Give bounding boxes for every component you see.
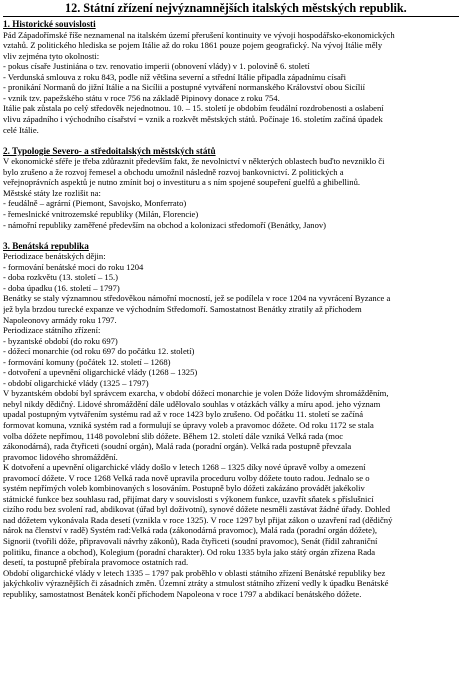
text-line: vlivu západního i východního císařství = vznik a rozkvět městských států. Počínaje 16. stoletím začíná úpadek (3, 113, 383, 124)
text-line: - dotvoření a upevnění oligarchické vlády (1268 – 1325) (3, 367, 198, 378)
text-line: cizího rodu bez svolení rad, abdikovat (úřad byl doživotní), synové dóžete nesměli zastávat žádné úřady. Dohled (3, 504, 390, 515)
text-line: republiky, samostatnost Benátek končí příchodem Napoleona v roce 1797 a abdikací benátského dóžete. (3, 588, 362, 599)
text-line: vliv zejména tyto okolnosti: (3, 50, 100, 61)
text-line: Městské státy lze rozlišit na: (3, 187, 101, 198)
text-line: - Verdunská smlouva z roku 843, podle níž většina severní a střední Itálie připadla západnímu císaři (3, 71, 347, 82)
text-line: celé Itálie. (3, 124, 39, 135)
text-line: desetí, ta postupně přebírala pravomoce ostatních rad. (3, 557, 189, 568)
text-line: formovat komuna, vzniká systém rad a formulují se úpravy voleb a pravomoc dóžete. Od roku 1172 se stala (3, 420, 374, 431)
text-line: Itálie pak zůstala po celý středověk nejednotnou. 10. – 15. století je obdobím feudální rozdrobenosti a oslabení (3, 103, 384, 114)
text-line: - formování benátské moci do roku 1204 (3, 261, 144, 272)
text-line: politiku, finance a obchod), Kolegium (poradní charakter). Od roku 1335 byla jako státý orgán zřízena Rada (3, 546, 376, 557)
text-line: nebyl nikdy dědičný. Lidové shromáždění dále udělovalo souhlas v otázkách války a míru apod. jeho význam (3, 398, 381, 409)
text-line: - feudálně – agrární (Piemont, Savojsko, Monferrato) (3, 198, 187, 209)
text-line: vztahů. Z politického hlediska se pojem Itálie až do roku 1861 pouze pojem geografický. Na vývoj Itálie měly (3, 40, 383, 51)
text-line: Benátky se staly významnou středověkou námořní mocností, jež se podílela v roce 1204 na vyvrácení Byzance a (3, 293, 391, 304)
text-line: Období oligarchické vlády v letech 1335 – 1797 pak proběhlo v oblasti státního zřízení Benátské republiky bez (3, 567, 386, 578)
text-line: - pokus císaře Justiniána o tzv. renovatio imperii (obnovení vlády) v 1. polovině 6. století (3, 61, 310, 72)
text-line: Periodizace benátských dějin: (3, 251, 106, 262)
text-line: nárok na členství v radě) Systém rad:Velká rada (zákonodárná pravomoc), Malá rada (poradní orgán dóžete), (3, 525, 377, 536)
section-spacer (3, 135, 459, 146)
section-heading: 3. Benátská republika (3, 240, 89, 251)
text-line: pravomoc lidového shromáždění. (3, 451, 118, 462)
text-line: Napoleonovy armády roku 1797. (3, 314, 117, 325)
text-line: jež byla brzdou turecké expanze ve východním Středomoří. Samostatnost Benátky ztratily až příchodem (3, 304, 362, 314)
text-line: Pád Západořímské říše neznamenal na italském území přerušení kontinuity ve vývoji hospodářsko-ekonomických (3, 29, 395, 40)
text-line: bylo zrušeno a že rozvoj řemesel a obchodu umožnil následně rozvoj bankovnictví. Z politických a (3, 166, 344, 177)
text-line: - byzantské období (do roku 697) (3, 335, 118, 346)
text-line: - dóžecí monarchie (od roku 697 do počátku 12. století) (3, 346, 195, 357)
text-line: - námořní republiky zaměřené především na obchod a kolonizaci středomoří (Benátky, Janov) (3, 219, 327, 230)
text-line: - období oligarchické vlády (1325 – 1797) (3, 377, 149, 388)
text-line: jakýchkoliv výraznějších či zásadních změn. Územní ztráty a stmulost státního zřízení vedly k úpadku Benátské (3, 578, 389, 589)
text-line: - řemeslnické vnitrozemské republiky (Milán, Florencie) (3, 208, 199, 219)
text-line: - doba rozkvětu (13. století – 15.) (3, 272, 119, 283)
text-line: zákonodárná), rada čtyřiceti (soudní orgán), Malá rada (poradní orgán). Velká rada postupně převzala (3, 441, 352, 452)
text-line: upadal postupným vytvářením systému rad až v roce 1423 bylo zrušeno. Od počátku 11. století se začíná (3, 409, 364, 420)
text-line: Periodizace státního zřízení: (3, 325, 101, 336)
text-line: systém nepřímých voleb kombinovaných s losováním. Postupně bylo dóžeti zakázáno provádět jakékoliv (3, 483, 365, 494)
text-line: - formování komuny (počátek 12. století – 1268) (3, 356, 171, 367)
section-heading: 1. Historické souvislosti (3, 19, 96, 29)
text-line: V ekonomické sféře je třeba zdůraznit především fakt, že nevolnictví v některých oblastech buďto nevzniklo či (3, 156, 385, 167)
section-heading: 2. Typologie Severo- a středoitalských městských států (3, 145, 216, 156)
text-line: pravomocí dóžete. V roce 1268 Velká rada nově upravila proceduru volby dóžete touto radou. Jednalo se o (3, 472, 370, 483)
page-title: 12. Státní zřízení nejvýznamnějších italských městských republik. (3, 2, 459, 17)
text-line: státnické funkce bez souhlasu rad, přijímat dary v souvislosti s výkonem funkce, uzavřít sňatek s příslušnicí (3, 493, 374, 504)
document-body (3, 19, 459, 599)
text-line: K dotvoření a upevnění oligarchické vlády došlo v letech 1268 – 1325 díky nové úpravě volby a omezení (3, 462, 366, 473)
text-line: Signorii (tvořili dóže, připravovali návrhy zákonů), Rada čtyřiceti (soudní pravomoc), Senát (řídil zahraniční (3, 536, 378, 547)
text-line: - vznik tzv. papežského státu v roce 756 na základě Pipinovy donace z roku 754. (3, 92, 280, 103)
text-line: nad dóžetem vykonávala Rada desetí (vznikla v roce 1325). V roce 1297 byl přijat zákon o uzavření rad (dědičný (3, 514, 393, 525)
text-line: - pronikání Normanů do jižní Itálie a na Sicílii a postupné vytváření normanského Království obou Sicílií (3, 82, 366, 93)
section-spacer (3, 230, 459, 241)
text-line: volba dóžete nepřímou, 1148 povolební slib dóžete. Během 12. století dále vzniká Velká rada (moc (3, 430, 344, 441)
text-line: veřejnoprávních aspektů je nutno zmínit boj o investituru a s ním spojené soupeření guelfů a ghibellinů. (3, 177, 361, 188)
text-line: V byzantském období byl správcem exarcha, v období dóžecí monarchie je volen Dóže lidovým shromážděním, (3, 388, 389, 399)
text-line: - doba úpadku (16. století – 1797) (3, 282, 120, 293)
